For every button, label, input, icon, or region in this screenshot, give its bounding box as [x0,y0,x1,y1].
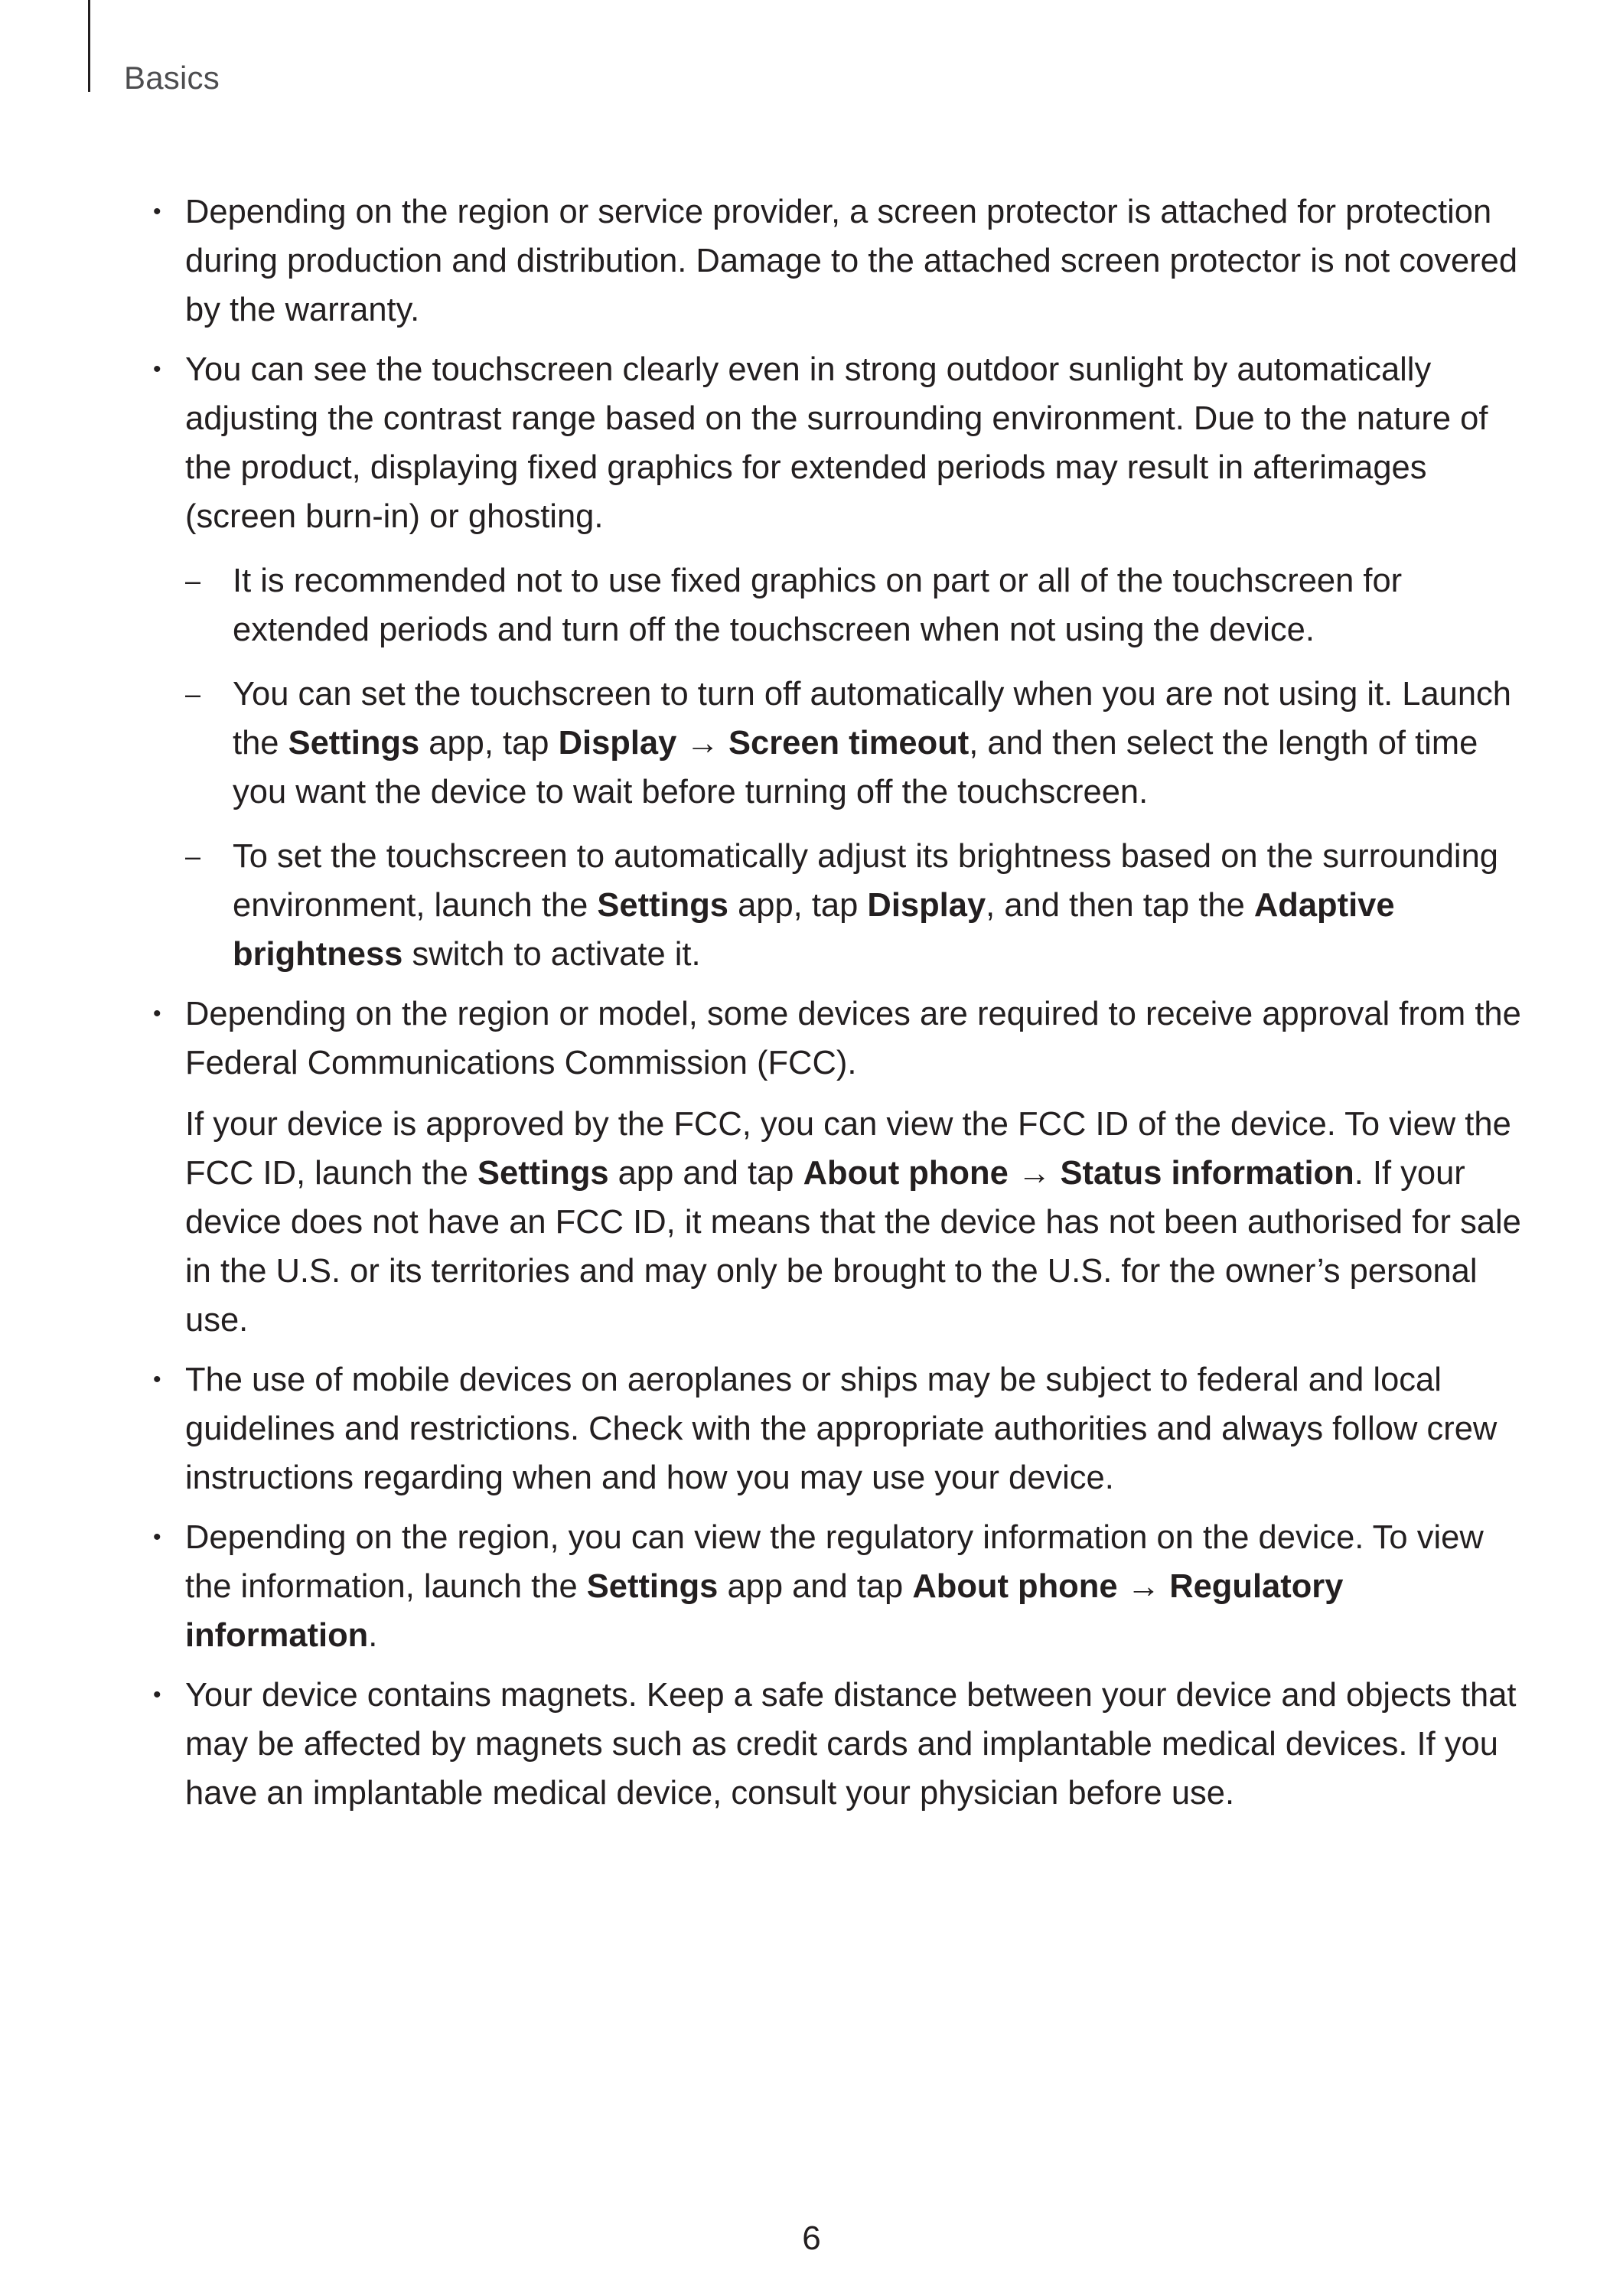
bullet-item-regulatory-information [147,1513,1524,1660]
bullet-icon: • [153,357,161,382]
arrow-icon: → [1117,1568,1170,1605]
settings-term: Settings [288,725,420,762]
bullet-text: Depending on the region or model, some devices are required to receive approval from the Federal Communications Commission (FCC). [185,996,1521,1081]
sub-item-adaptive-brightness [185,832,1524,979]
bullet-text: You can see the touchscreen clearly even in strong outdoor sunlight by automatically adjusting the contrast range based on the surrounding environment. Due to the nature of the product, displaying fixed graphics for extended periods may result in afterimages (screen burn-in) or ghosting. [185,351,1488,535]
sub-item-screen-timeout [185,670,1524,817]
bullet-item-aeroplanes-ships [147,1355,1524,1502]
sub-item-text: It is recommended not to use fixed graphics on part or all of the touchscreen for extended periods and turn off the touchscreen when not using the device. [233,563,1403,648]
settings-term: Settings [586,1568,719,1605]
bullet-icon: • [153,199,161,224]
arrow-icon: → [1008,1155,1061,1192]
about-phone-term: About phone [803,1155,1009,1192]
sub-item-text: You can set the touchscreen to turn off automatically when you are not using it. Launch the Settings app, tap Display → Screen timeout, and then select the length of time you want the device to wait before turning off the touchscreen. [233,676,1511,810]
page-number: 6 [802,2219,821,2257]
bullet-item-screen-protector [147,188,1524,334]
bullet-icon: • [153,1682,161,1707]
display-term: Display [867,887,986,924]
dash-icon: – [185,840,201,872]
regulatory-information-term: Regulatory information [185,1568,1344,1654]
display-term: Display [558,725,677,762]
bullet-item-fcc-approval [147,990,1524,1345]
dash-icon: – [185,565,201,596]
settings-term: Settings [597,887,728,924]
section-title: Basics [124,60,220,96]
screen-timeout-term: Screen timeout [728,725,970,762]
fcc-id-paragraph: If your device is approved by the FCC, you can view the FCC ID of the device. To view the FCC ID, launch the Settings app and tap About phone → Status information. If your device does not have an FCC ID, it means that the device has not been authorised for sale in the U.S. or its territories and may only be brought to the U.S. for the owner’s personal use. [185,1106,1521,1339]
about-phone-term: About phone [912,1568,1118,1605]
bullet-item-touchscreen-visibility [147,345,1524,979]
header-rule [88,0,90,92]
bullet-text: Depending on the region, you can view the regulatory information on the device. To view the information, launch the Settings app and tap About phone → Regulatory information. [185,1519,1484,1654]
settings-term: Settings [477,1155,609,1192]
status-information-term: Status information [1060,1155,1354,1192]
bullet-text: The use of mobile devices on aeroplanes or ships may be subject to federal and local guidelines and restrictions. Check with the appropriate authorities and always follow crew instructions regarding when and how you may use your device. [185,1362,1498,1496]
arrow-icon: → [676,725,728,762]
sub-item-text: To set the touchscreen to automatically adjust its brightness based on the surrounding environment, launch the Settings app, tap Display, and then tap the Adaptive brightness switch to activate it. [233,838,1498,973]
sub-item-fixed-graphics [185,556,1524,654]
bullet-text: Your device contains magnets. Keep a safe distance between your device and objects that may be affected by magnets such as credit cards and implantable medical devices. If you have an implantable medical device, consult your physician before use. [185,1677,1517,1812]
adaptive-brightness-term: Adaptive brightness [233,887,1395,973]
bullet-icon: • [153,1525,161,1550]
dash-icon: – [185,678,201,709]
bullet-icon: • [153,1001,161,1026]
bullet-text: Depending on the region or service provider, a screen protector is attached for protection during production and distribution. Damage to the attached screen protector is not covered by the warranty. [185,194,1518,328]
bullet-icon: • [153,1367,161,1392]
main-content [147,188,1524,1828]
bullet-item-magnets [147,1671,1524,1818]
